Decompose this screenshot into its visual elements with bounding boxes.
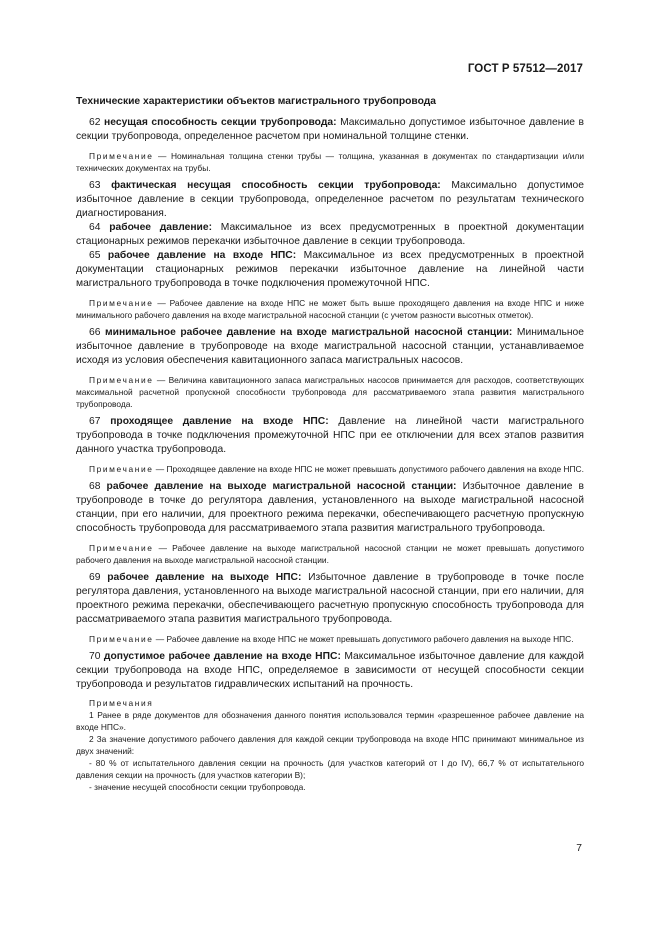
page-number: 7	[576, 843, 582, 854]
note-text: Проходящее давление на входе НПС не может превышать допустимого рабочего давления на входе НПС.	[166, 464, 584, 474]
term-62	[76, 116, 584, 144]
note-item-2: 2 За значение допустимого рабочего давления для каждой секции трубопровода на входе НПС принимают минимальное из двух значений:	[76, 734, 584, 756]
term-name: допустимое рабочее давление на входе НПС:	[103, 651, 341, 662]
note-66: Примечание — Величина кавитационного запаса магистральных насосов принимается для расходов, соответствующих максимальной расчетной пропускной способности трубопровода для рассматриваемого этапа развития магистрального трубопровода.	[76, 375, 584, 409]
term-definition: Максимально допустимое избыточное давление в секции трубопровода, определенное расчетом по результатам технического диагностирования.	[76, 180, 584, 219]
term-name: рабочее давление на выходе НПС:	[107, 572, 302, 583]
term-63	[76, 179, 584, 221]
term-number: 63	[89, 180, 101, 191]
note-label: Примечание	[89, 543, 154, 553]
note-item-3: - 80 % от испытательного давления секции на прочность (для участков категорий от I до IV), 66,7 % от испытательного давления секции на прочность (для участков категории В);	[76, 758, 584, 780]
term-70	[76, 650, 584, 692]
notes-block	[76, 697, 584, 793]
note-label: Примечание	[89, 634, 154, 644]
note-label: Примечание	[89, 298, 154, 308]
note-62: Примечание — Номинальная толщина стенки трубы — толщина, указанная в документах по стандартизации и/или технических документах на трубы.	[76, 151, 584, 173]
term-number: 62	[89, 117, 101, 128]
note-text: Номинальная толщина стенки трубы — толщина, указанная в документах по стандартизации и/или технических документах на трубы.	[76, 151, 584, 173]
term-definition: Максимальное из всех предусмотренных в проектной документации стационарных режимов перекачки избыточное давление в секции трубопровода.	[76, 222, 584, 247]
note-label: Примечание	[89, 151, 154, 161]
note-label: Примечание	[89, 464, 154, 474]
term-number: 66	[89, 327, 101, 338]
term-definition: Максимальное избыточное давление для каждой секции трубопровода на входе НПС, определяемое в зависимости от несущей способности секции трубопровода и результатов гидравлических испытаний на прочность.	[76, 651, 584, 690]
term-67	[76, 415, 584, 457]
term-definition: Максимально допустимое избыточное давление в секции трубопровода, определенное расчетом при номинальной толщине стенки.	[76, 117, 584, 142]
term-69	[76, 571, 584, 627]
page-content	[76, 95, 584, 793]
term-name: проходящее давление на входе НПС:	[110, 416, 329, 427]
term-65	[76, 249, 584, 291]
note-67: Примечание — Проходящее давление на входе НПС не может превышать допустимого рабочего давления на входе НПС.	[89, 464, 584, 474]
note-text: Рабочее давление на выходе магистральной насосной станции не может превышать допустимого рабочего давления на выходе магистральной насосной станции.	[76, 543, 584, 565]
section-title: Технические характеристики объектов магистрального трубопровода	[76, 96, 437, 107]
term-name: минимальное рабочее давление на входе магистральной насосной станции:	[105, 327, 513, 338]
note-text: Рабочее давление на входе НПС не может быть выше проходящего давления на входе НПС и ниже минимального рабочего давления на входе магистральной насосной станции (с учетом разности высотных отметок).	[76, 298, 584, 320]
term-definition: Давление на линейной части магистрального трубопровода в точке подключения промежуточной НПС при ее отключении для всех этапов развития данного участка трубопровода.	[76, 416, 584, 455]
term-number: 69	[89, 572, 101, 583]
note-label: Примечание	[89, 375, 154, 385]
term-name: рабочее давление на входе НПС:	[107, 250, 297, 261]
note-text: Величина кавитационного запаса магистральных насосов принимается для расходов, соответствующих максимальной расчетной пропускной способности трубопровода для рассматриваемого этапа развития магистрального трубопровода.	[76, 375, 584, 409]
term-number: 67	[89, 416, 101, 427]
term-name: рабочее давление на выходе магистральной насосной станции:	[106, 481, 457, 492]
note-item-1: 1 Ранее в ряде документов для обозначения данного понятия использовался термин «разрешенное рабочее давление на входе НПС».	[76, 710, 584, 732]
term-66	[76, 326, 584, 368]
term-definition: Избыточное давление в трубопроводе в точке до регулятора давления, установленного на выходе магистральной насосной станции, при его наличии, для проектного режима перекачки, обеспечивающего расчетную пропускную способность трубопровода для рассматриваемого этапа развития магистрального трубопровода.	[76, 481, 584, 534]
notes-label	[76, 697, 584, 709]
standard-header: ГОСТ Р 57512—2017	[467, 63, 583, 75]
term-64	[76, 221, 584, 249]
term-name: рабочее давление:	[109, 222, 213, 233]
note-65: Примечание — Рабочее давление на входе НПС не может быть выше проходящего давления на входе НПС и ниже минимального рабочего давления на входе магистральной насосной станции (с учетом разности высотных отметок).	[76, 298, 584, 320]
note-68: Примечание — Рабочее давление на выходе магистральной насосной станции не может превышать допустимого рабочего давления на выходе магистральной насосной станции.	[76, 543, 584, 565]
note-item-4: - значение несущей способности секции трубопровода.	[89, 782, 306, 792]
term-number: 70	[89, 651, 101, 662]
term-name: фактическая несущая способность секции трубопровода:	[111, 180, 441, 191]
term-68	[76, 480, 584, 536]
term-name: несущая способность секции трубопровода:	[104, 117, 337, 128]
term-definition: Максимальное из всех предусмотренных в проектной документации стационарных режимов перекачки избыточное давление на линейной части магистрального трубопровода в точке подключения промежуточной НПС.	[76, 250, 584, 289]
term-definition: Избыточное давление в трубопроводе в точке после регулятора давления, установленного на выходе магистральной насосной станции, при его наличии, для проектного режима перекачки, обеспечивающего расчетную пропускную способность трубопровода для рассматриваемого этапа развития магистрального трубопровода.	[76, 572, 584, 625]
note-text: Рабочее давление на входе НПС не может превышать допустимого рабочего давления на выходе НПС.	[166, 634, 574, 644]
term-number: 65	[89, 250, 101, 261]
note-69: Примечание — Рабочее давление на входе НПС не может превышать допустимого рабочего давления на выходе НПС.	[89, 634, 574, 644]
term-number: 64	[89, 222, 101, 233]
term-number: 68	[89, 481, 101, 492]
notes-label-text: Примечания	[89, 698, 154, 708]
term-definition: Минимальное избыточное давление в трубопроводе на входе магистральной насосной станции, устанавливаемое исходя из условия обеспечения кавитационного запаса магистральных насосов.	[76, 327, 584, 366]
